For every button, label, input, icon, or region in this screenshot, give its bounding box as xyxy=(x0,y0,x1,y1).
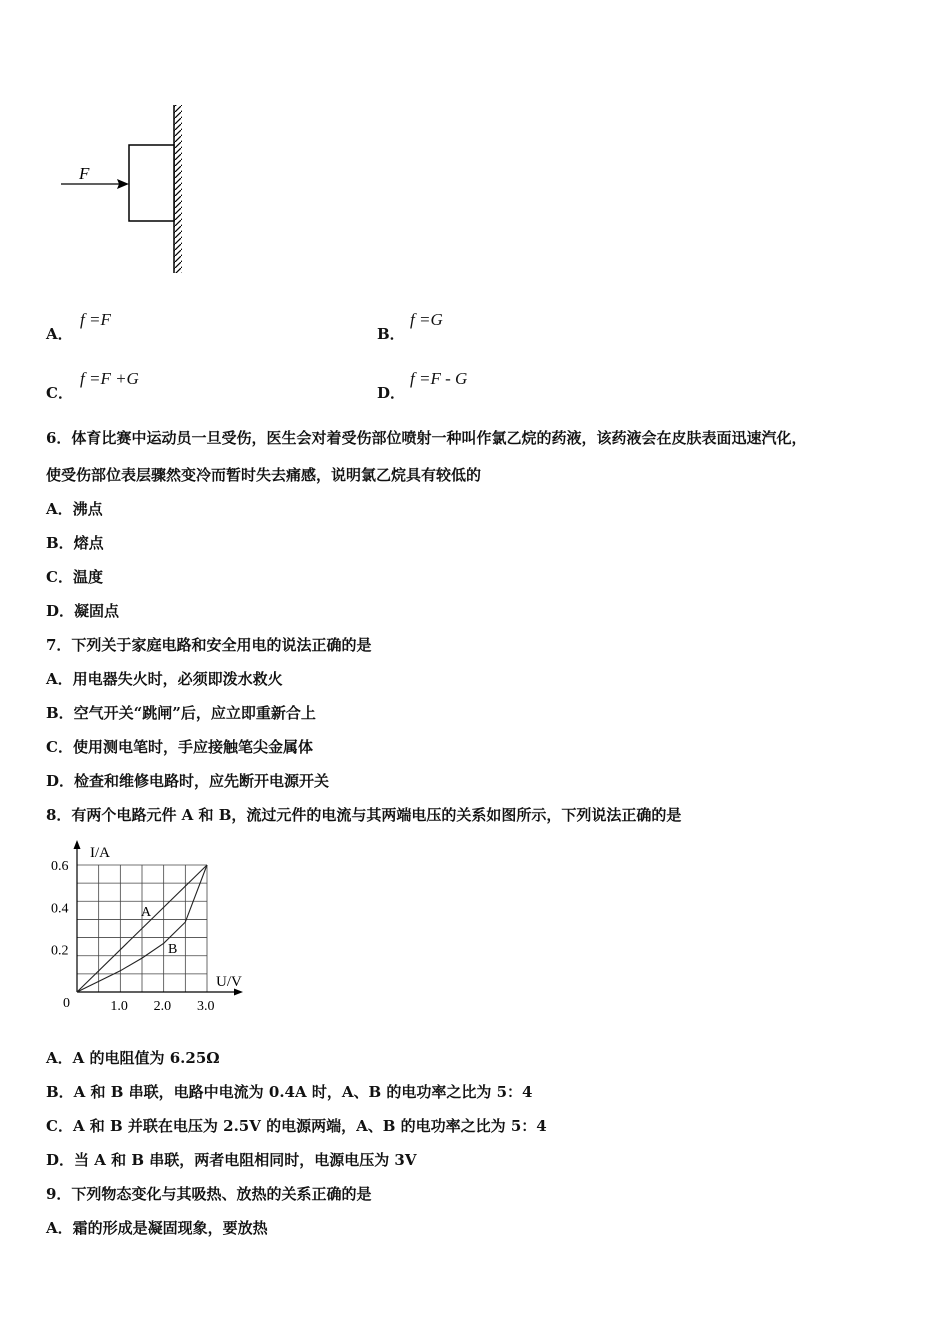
x-tick-label: 3.0 xyxy=(197,999,215,1014)
q6-option-c: C．温度 xyxy=(46,568,103,586)
q5-option-d-formula: f =F - G xyxy=(410,369,468,388)
series-label-a: A xyxy=(141,905,152,920)
y-tick-label: 0.6 xyxy=(51,859,69,874)
q8-option-c: C．A 和 B 并联在电压为 2.5V 的电源两端，A、B 的电功率之比为 5：4 xyxy=(46,1117,547,1135)
q7-option-a: A．用电器失火时，必须即泼水救火 xyxy=(46,670,283,688)
force-block-figure xyxy=(55,100,195,280)
y-axis-label: I/A xyxy=(90,845,110,861)
q8-stem: 8．有两个电路元件 A 和 B，流过元件的电流与其两端电压的关系如图所示，下列说法正确的是 xyxy=(46,806,682,824)
q5-option-b-formula: f =G xyxy=(410,310,443,329)
x-axis-label: U/V xyxy=(216,974,242,990)
x-tick-label: 2.0 xyxy=(153,999,172,1014)
q6-stem-line1: 6．体育比赛中运动员一旦受伤，医生会对着受伤部位喷射一种叫作氯乙烷的药液，该药液会在皮肤表面迅速汽化， xyxy=(46,429,807,447)
q5-option-a-letter: A． xyxy=(46,325,73,343)
x-tick-label: 1.0 xyxy=(110,999,128,1014)
q9-stem: 9．下列物态变化与其吸热、放热的关系正确的是 xyxy=(46,1185,372,1203)
q9-option-a: A．霜的形成是凝固现象，要放热 xyxy=(46,1219,268,1237)
q8-option-b: B．A 和 B 串联，电路中电流为 0.4A 时，A、B 的电功率之比为 5：4 xyxy=(46,1083,533,1101)
y-tick-label: 0.4 xyxy=(51,901,69,917)
q7-option-b: B．空气开关“跳闸”后，应立即重新合上 xyxy=(46,704,316,722)
q7-option-c: C．使用测电笔时，手应接触笔尖金属体 xyxy=(46,738,313,756)
force-label: F xyxy=(79,164,90,183)
series-label-b: B xyxy=(168,942,178,957)
wall-hatching xyxy=(174,105,182,273)
q8-option-a: A．A 的电阻值为 6.25Ω xyxy=(46,1049,220,1067)
q5-option-c-letter: C． xyxy=(46,384,73,402)
q6-option-a: A．沸点 xyxy=(46,500,103,518)
q6-option-d: D．凝固点 xyxy=(46,602,120,620)
origin-label: 0 xyxy=(63,996,70,1011)
y-axis-arrow xyxy=(74,840,81,849)
q7-option-d: D．检查和维修电路时，应先断开电源开关 xyxy=(46,772,330,790)
y-tick-label: 0.2 xyxy=(51,943,69,959)
q7-stem: 7．下列关于家庭电路和安全用电的说法正确的是 xyxy=(46,636,372,654)
q8-option-d: D．当 A 和 B 串联，两者电阻相同时，电源电压为 3V xyxy=(46,1151,417,1169)
iv-chart xyxy=(40,836,260,1026)
block xyxy=(129,145,174,221)
q5-option-a-formula: f =F xyxy=(80,310,111,329)
q6-stem-line2: 使受伤部位表层骤然变冷而暂时失去痛感，说明氯乙烷具有较低的 xyxy=(46,466,482,484)
q6-option-b: B．熔点 xyxy=(46,534,104,552)
q5-option-b-letter: B． xyxy=(377,325,405,343)
q5-option-d-letter: D． xyxy=(377,384,406,402)
q5-option-c-formula: f =F +G xyxy=(80,369,139,388)
